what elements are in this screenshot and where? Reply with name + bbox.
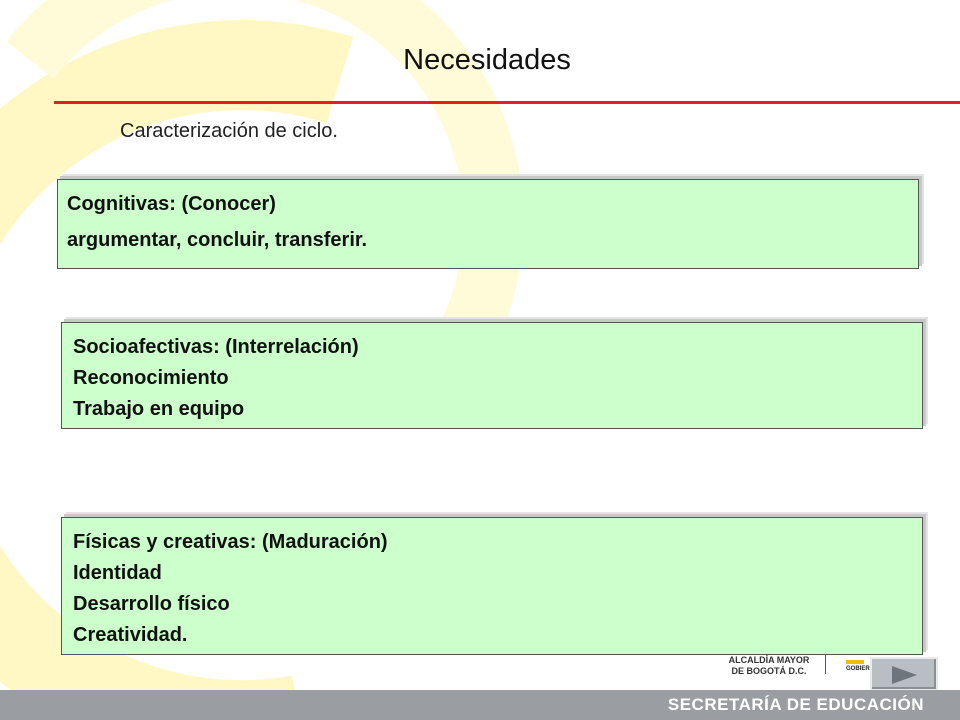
- need-box-fisicas-creativas: [61, 517, 923, 655]
- box-item: Identidad: [73, 562, 162, 584]
- slide-subtitle: Caracterización de ciclo.: [120, 120, 338, 142]
- alcaldia-logo-line1: ALCALDÍA MAYOR: [728, 655, 810, 665]
- title-underline: [54, 101, 960, 104]
- alcaldia-logo: [714, 655, 824, 677]
- box-item: Reconocimiento: [73, 367, 229, 389]
- box-heading: Físicas y creativas: (Maduración): [73, 531, 388, 553]
- box-item: Creatividad.: [73, 624, 188, 646]
- need-box-cognitivas: [57, 179, 919, 269]
- box-heading: Cognitivas: (Conocer): [67, 193, 276, 215]
- box-heading: Socioafectivas: (Interrelación): [73, 336, 359, 358]
- logo-divider: [825, 654, 826, 674]
- play-triangle-icon: [890, 665, 920, 685]
- box-item: argumentar, concluir, transferir.: [67, 228, 368, 251]
- gobierno-logo-text: GOBIER: [846, 666, 870, 672]
- gobierno-logo-bar: [846, 660, 864, 664]
- footer-label: SECRETARÍA DE EDUCACIÓN: [667, 695, 924, 714]
- footer-bar: [0, 690, 960, 720]
- need-box-socioafectivas: [61, 322, 923, 429]
- alcaldia-logo-line2: DE BOGOTÁ D.C.: [731, 665, 807, 676]
- box-item: Desarrollo físico: [73, 593, 230, 615]
- next-slide-button[interactable]: [870, 657, 938, 691]
- gobierno-logo: [846, 660, 870, 676]
- box-item: Trabajo en equipo: [73, 398, 245, 420]
- slide-title: Necesidades: [403, 44, 571, 76]
